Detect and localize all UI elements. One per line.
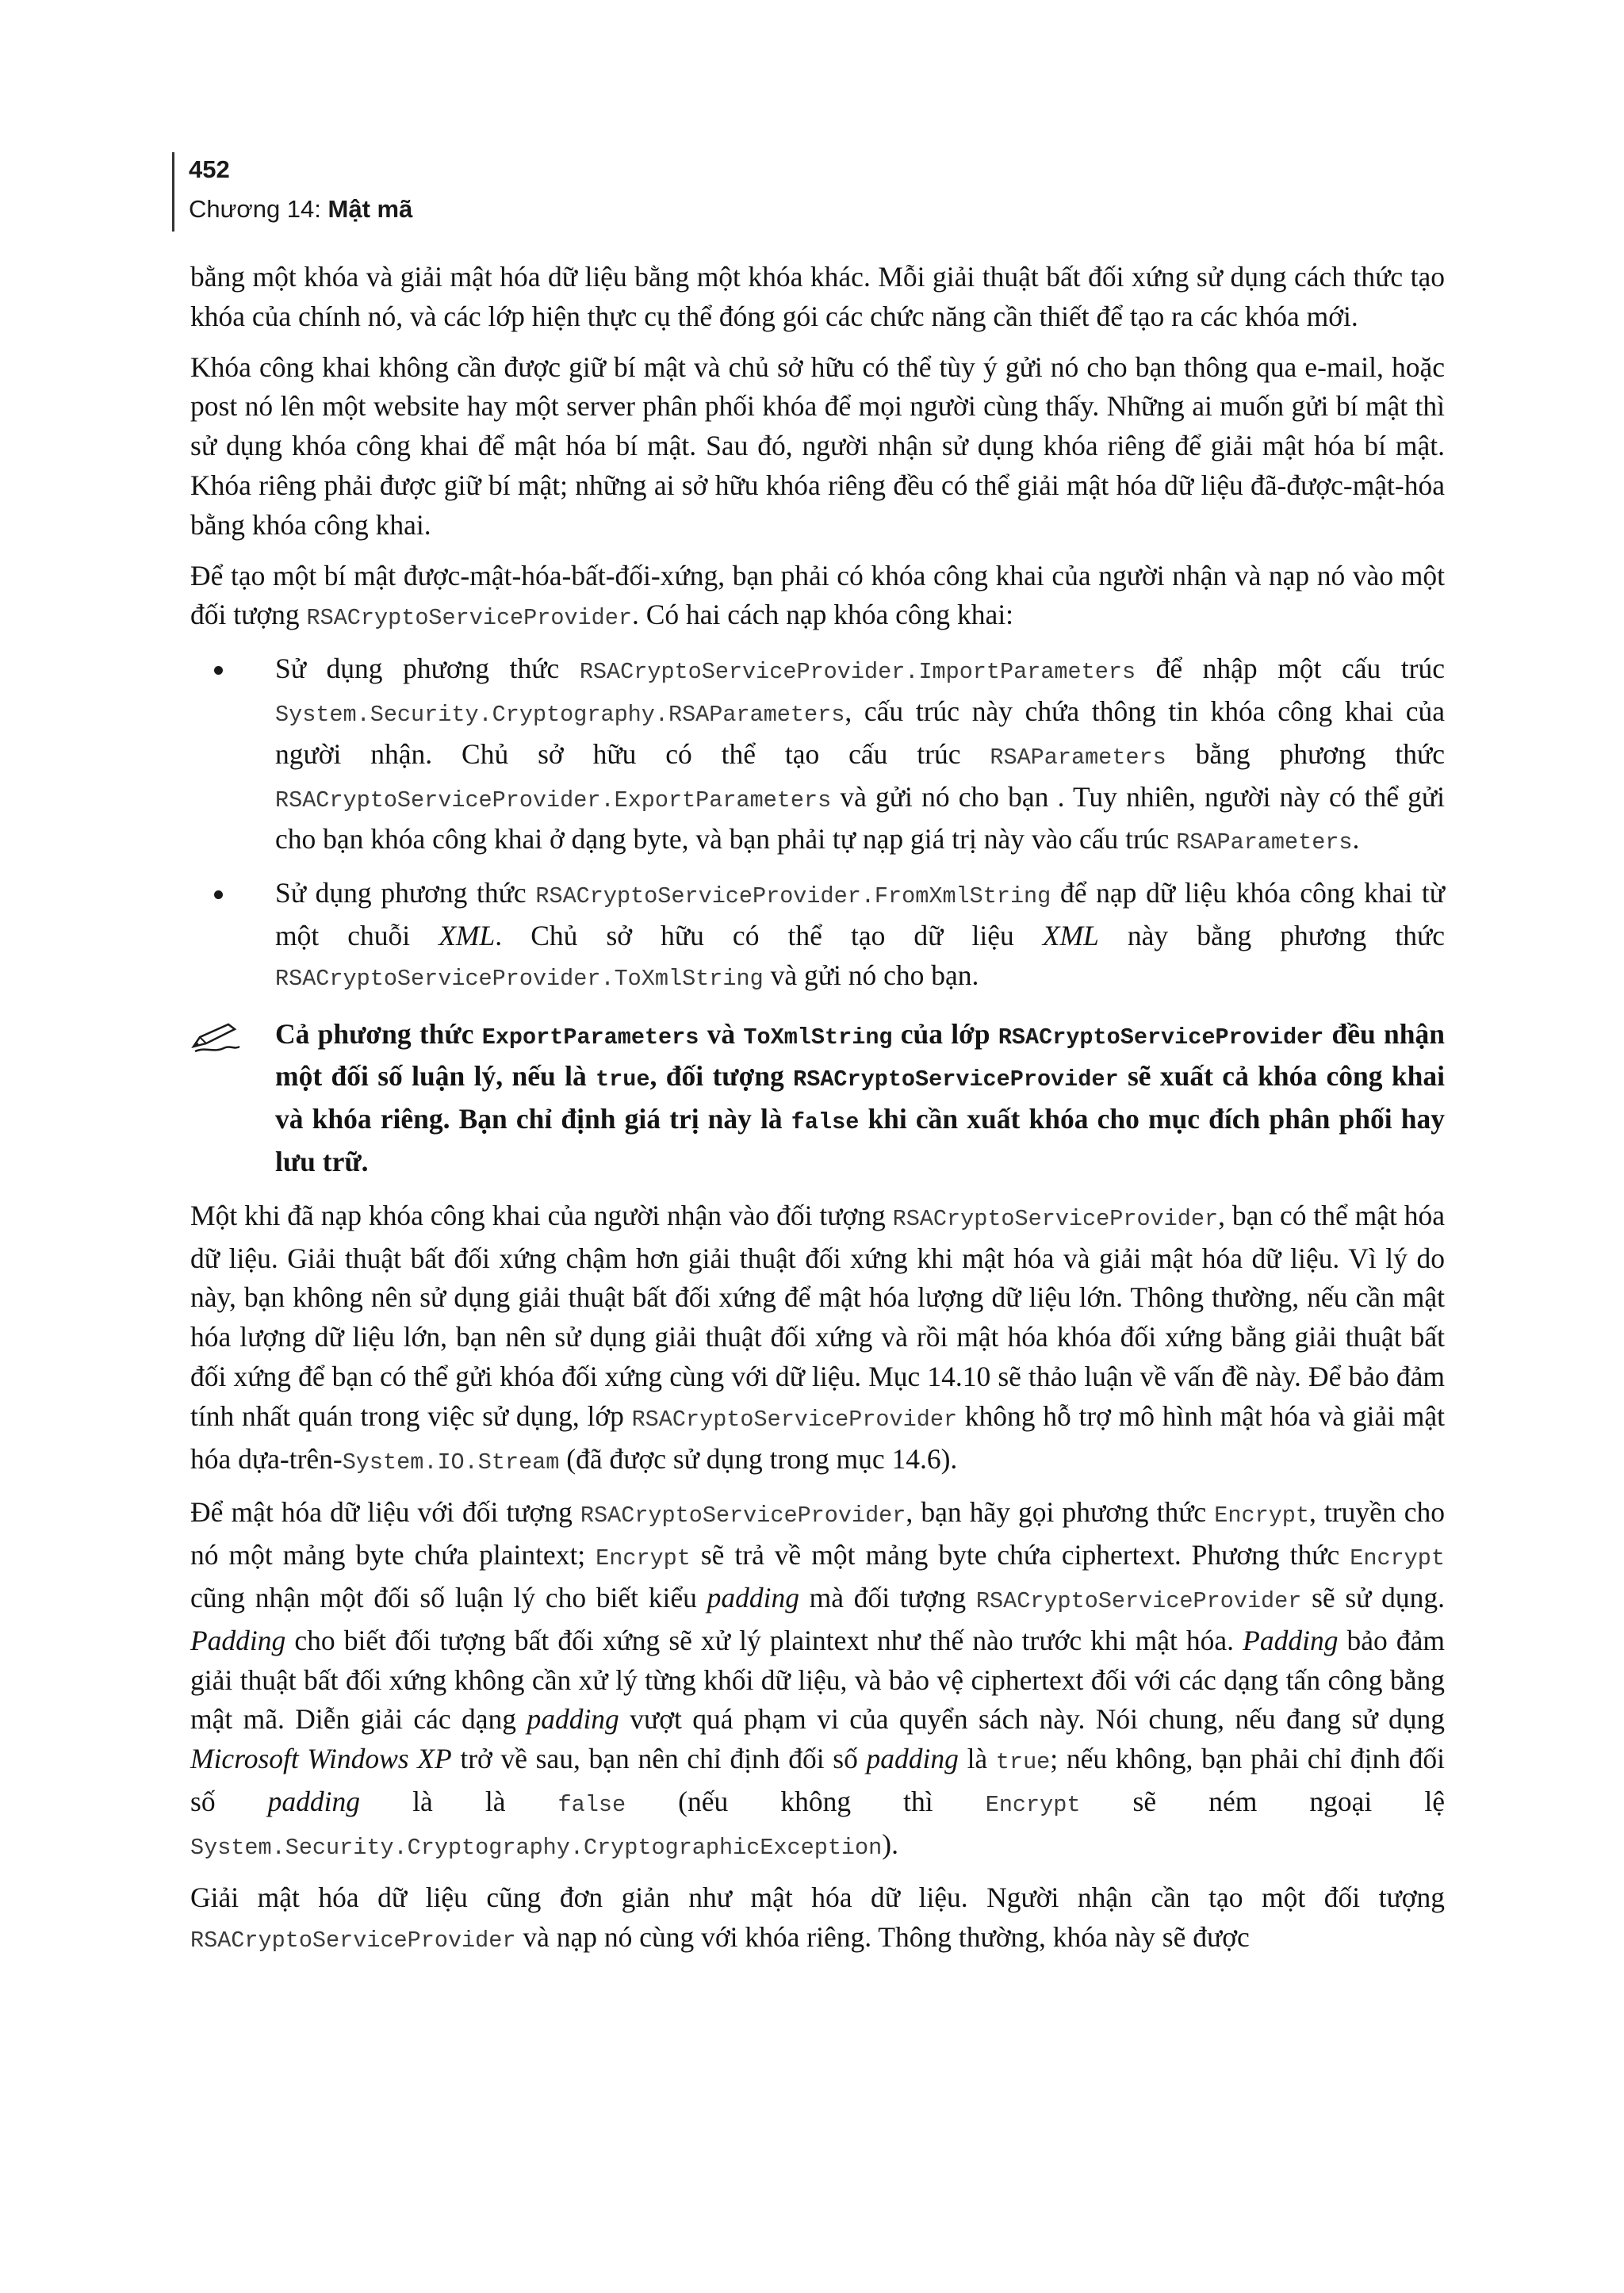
text-run: để nạp dữ liệu khóa công khai từ một chuỗi [275, 877, 1445, 951]
note-box [190, 1015, 1445, 1182]
italic-run: Padding [1243, 1624, 1339, 1656]
text-run: , cấu trúc này chứa thông tin khóa công khai của người nhận. Chủ sở hữu có thể tạo cấu trúc [275, 695, 1445, 770]
text-run: này bằng phương thức [1098, 919, 1445, 951]
italic-run: Padding [190, 1624, 286, 1656]
text-run: là là [360, 1785, 558, 1817]
code-run: true [596, 1066, 650, 1093]
text-run: Để mật hóa dữ liệu với đối tượng [190, 1496, 580, 1529]
italic-run: padding [866, 1743, 959, 1775]
text-run: Giải mật hóa dữ liệu cũng đơn giản như mật hóa dữ liệu. Người nhận cần tạo một đối tượng [190, 1881, 1445, 1914]
text-run: . Có hai cách nạp khóa công khai: [631, 599, 1014, 631]
chapter-heading [189, 195, 412, 224]
paragraph-3 [190, 557, 1445, 639]
text-run: sẽ ném ngoại lệ [1080, 1785, 1445, 1817]
text-run: để nhập một cấu trúc [1136, 653, 1446, 685]
code-run: false [557, 1791, 626, 1818]
text-run: sẽ xuất cả khóa công khai và khóa riêng. Bạn chỉ định giá trị này là [275, 1060, 1445, 1135]
code-run: System.IO.Stream [342, 1449, 560, 1476]
text-run: (đã được sử dụng trong mục 14.6). [559, 1442, 958, 1475]
text-run: sẽ sử dụng. [1301, 1581, 1445, 1614]
chapter-prefix: Chương 14: [189, 195, 328, 223]
code-run: RSACryptoServiceProvider [306, 605, 632, 632]
text-run: , bạn hãy gọi phương thức [906, 1496, 1215, 1529]
text-run: Để tạo một bí mật được-mật-hóa-bất-đối-xứng, bạn phải có khóa công khai của người nhận và nạp nó vào một đối tượng [190, 559, 1445, 631]
text-run: bằng phương thức [1166, 737, 1445, 770]
code-run: RSACryptoServiceProvider [631, 1406, 958, 1433]
text-run: đều nhận một đối số luận lý, nếu là [275, 1017, 1446, 1093]
bullet-item-import [190, 649, 1445, 863]
text-run: khi cần xuất khóa cho mục đích phân phối hay lưu trữ. [275, 1103, 1445, 1177]
code-run: Encrypt [596, 1545, 691, 1572]
code-run: RSAParameters [1176, 829, 1353, 856]
text-run: của lớp [892, 1017, 998, 1050]
text-run: mà đối tượng [799, 1581, 976, 1614]
code-run: false [791, 1109, 860, 1136]
text-run: cũng nhận một đối số luận lý cho biết kiểu [190, 1581, 707, 1614]
italic-run: padding [267, 1785, 361, 1817]
text-run: bảo đảm giải thuật bất đối xứng không cần xử lý từng khối dữ liệu, và bảo vệ ciphertext đối với các dạng tấn công bằng mật mã. Diễn giải các dạng [190, 1624, 1445, 1736]
code-run: RSACryptoServiceProvider [793, 1066, 1119, 1093]
italic-run: padding [707, 1581, 799, 1614]
code-run: RSACryptoServiceProvider [975, 1587, 1302, 1614]
paragraph-6 [190, 1878, 1445, 1961]
text-run: và nạp nó cùng với khóa riêng. Thông thường, khóa này sẽ được [515, 1921, 1250, 1954]
code-run: RSACryptoServiceProvider [998, 1024, 1324, 1051]
code-run: RSACryptoServiceProvider.ToXmlString [275, 965, 764, 992]
text-run: , truyền cho nó một mảng byte chứa plaintext; [190, 1496, 1446, 1571]
text-run: cho biết đối tượng bất đối xứng sẽ xử lý plaintext như thế nào trước khi mật hóa. [285, 1624, 1243, 1656]
text-run: ). [882, 1828, 898, 1860]
text-run: . Chủ sở hữu có thể tạo dữ liệu [495, 919, 1043, 951]
paragraph-1: bằng một khóa và giải mật hóa dữ liệu bằng một khóa khác. Mỗi giải thuật bất đối xứng sử dụng cách thức tạo khóa của chính nó, và các lớp hiện thực cụ thể đóng gói các chức năng cần thiết để tạo ra các khóa mới. [190, 261, 1445, 332]
text-run: và gửi nó cho bạn . Tuy nhiên, người này có thể gửi cho bạn khóa công khai ở dạng byte, và bạn phải tự nạp giá trị này vào cấu trúc [275, 780, 1445, 856]
bullet-dot-icon [214, 666, 223, 675]
code-run: System.Security.Cryptography.RSAParameters [275, 701, 845, 728]
code-run: RSACryptoServiceProvider [190, 1927, 516, 1954]
text-run: và [699, 1017, 744, 1050]
text-run: Sử dụng phương thức [275, 653, 580, 685]
bullet-list [190, 649, 1445, 998]
paragraph-4 [190, 1196, 1445, 1483]
chapter-title: Mật mã [327, 195, 413, 223]
code-run: RSACryptoServiceProvider.FromXmlString [535, 883, 1051, 910]
text-run: , bạn có thể mật hóa dữ liệu. Giải thuật bất đối xứng chậm hơn giải thuật đối xứng khi mật hóa và giải mật hóa dữ liệu. Vì lý do này, bạn không nên sử dụng giải thuật bất đối xứng để mật hóa lượng dữ liệu lớn. Thông thường, nếu cần mật hóa lượng dữ liệu lớn, bạn nên sử dụng giải thuật đối xứng và rồi mật hóa khóa đối xứng bằng giải thuật bất đối xứng để bạn có thể gửi khóa đối xứng cùng với dữ liệu. Mục 14.10 sẽ thảo luận về vấn đề này. Để bảo đảm tính nhất quán trong việc sử dụng, lớp [190, 1199, 1445, 1432]
text-run: Cả phương thức [275, 1017, 482, 1050]
code-run: true [995, 1749, 1051, 1776]
code-run: ToXmlString [743, 1024, 893, 1051]
italic-run: XML [1042, 919, 1099, 951]
code-run: ExportParameters [481, 1024, 699, 1051]
code-run: RSACryptoServiceProvider [892, 1205, 1219, 1232]
header-rule [172, 152, 174, 232]
text-run: . [1352, 823, 1360, 856]
italic-run: XML [439, 919, 496, 951]
text-run: là [958, 1743, 996, 1775]
text-run: không hỗ trợ mô hình mật hóa và giải mật hóa dựa-trên- [190, 1399, 1445, 1475]
bullet-item-fromxml [190, 874, 1445, 998]
code-run: Encrypt [985, 1791, 1081, 1818]
text-run: , đối tượng [649, 1060, 794, 1093]
code-run: Encrypt [1350, 1545, 1445, 1572]
text-run: vượt quá phạm vi của quyển sách này. Nói chung, nếu đang sử dụng [619, 1703, 1445, 1736]
code-run: RSAParameters [990, 744, 1166, 771]
text-run: Một khi đã nạp khóa công khai của người nhận vào đối tượng [190, 1199, 893, 1231]
page-number: 452 [189, 155, 230, 183]
bullet-dot-icon [214, 890, 223, 899]
italic-run: Microsoft Windows XP [190, 1743, 452, 1775]
paragraph-5 [190, 1493, 1445, 1867]
text-run: trở về sau, bạn nên chỉ định đối số [451, 1743, 867, 1775]
text-run: và gửi nó cho bạn. [763, 959, 979, 991]
pencil-note-icon [190, 1020, 243, 1055]
code-run: RSACryptoServiceProvider.ImportParameters [579, 659, 1136, 686]
italic-run: padding [527, 1703, 619, 1736]
code-run: System.Security.Cryptography.CryptographicException [190, 1834, 883, 1861]
paragraph-2: Khóa công khai không cần được giữ bí mật và chủ sở hữu có thể tùy ý gửi nó cho bạn thông qua e-mail, hoặc post nó lên một website hay một server phân phối khóa để mọi người cùng thấy. Những ai muốn gửi bí mật thì sử dụng khóa công khai để mật hóa bí mật. Sau đó, người nhận sử dụng khóa riêng để giải mật hóa bí mật. Khóa riêng phải được giữ bí mật; những ai sở hữu khóa riêng đều có thể giải mật hóa dữ liệu đã-được-mật-hóa bằng khóa công khai. [190, 350, 1445, 541]
code-run: RSACryptoServiceProvider [580, 1503, 906, 1529]
text-run: (nếu không thì [626, 1785, 986, 1817]
text-run: Sử dụng phương thức [275, 877, 536, 909]
text-run: sẽ trả về một mảng byte chứa ciphertext. Phương thức [690, 1539, 1350, 1571]
text-run: ; nếu không, bạn phải chỉ định đối số [190, 1743, 1445, 1817]
code-run: Encrypt [1214, 1503, 1310, 1529]
body-text [190, 258, 1445, 1972]
code-run: RSACryptoServiceProvider.ExportParameters [275, 787, 832, 813]
